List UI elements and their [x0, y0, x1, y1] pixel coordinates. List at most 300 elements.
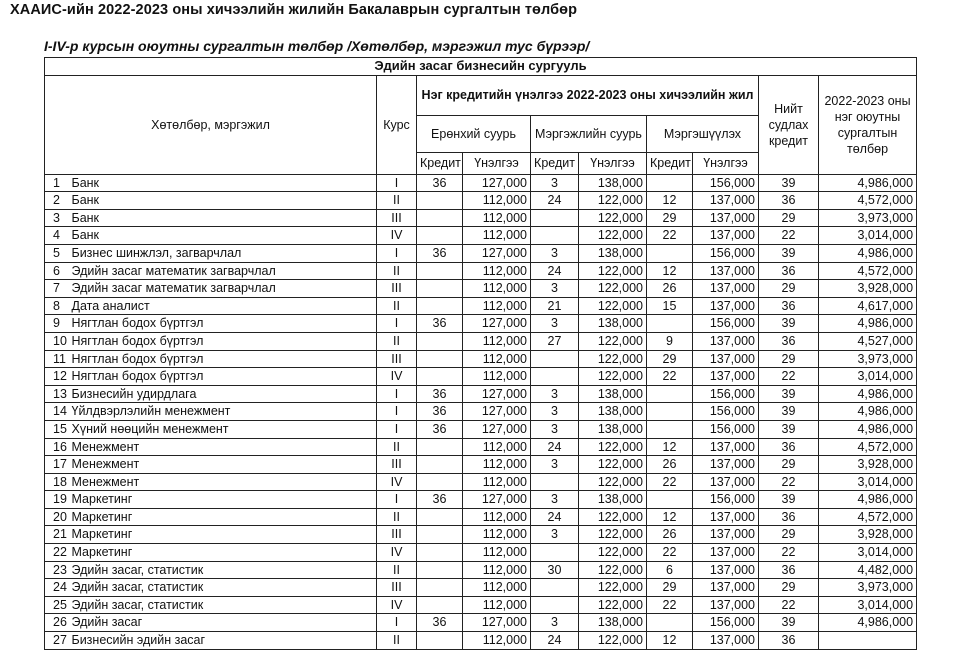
- header-general: Ерөнхий суурь: [417, 115, 531, 152]
- professional-credit: [531, 368, 579, 386]
- course-level: III: [377, 526, 417, 544]
- row-number: 20: [45, 508, 69, 526]
- specialization-credit: 26: [647, 526, 693, 544]
- total-credit: 29: [759, 350, 819, 368]
- total-credit: 39: [759, 420, 819, 438]
- course-level: I: [377, 420, 417, 438]
- general-price: 127,000: [463, 315, 531, 333]
- table-row: [45, 403, 917, 421]
- general-credit: [417, 473, 463, 491]
- table-row: [45, 526, 917, 544]
- total-credit: 22: [759, 227, 819, 245]
- specialization-credit: [647, 614, 693, 632]
- course-level: II: [377, 332, 417, 350]
- program-name: Банк: [69, 227, 377, 245]
- tuition-fee: 3,928,000: [819, 526, 917, 544]
- row-number: 9: [45, 315, 69, 333]
- tuition-fee: 4,986,000: [819, 244, 917, 262]
- header-program: Хөтөлбөр, мэргэжил: [45, 75, 377, 174]
- specialization-price: 137,000: [693, 508, 759, 526]
- tuition-fee: 3,014,000: [819, 473, 917, 491]
- specialization-credit: 12: [647, 262, 693, 280]
- table-row: [45, 456, 917, 474]
- professional-price: 138,000: [579, 491, 647, 509]
- row-number: 10: [45, 332, 69, 350]
- specialization-price: 137,000: [693, 368, 759, 386]
- row-number: 8: [45, 297, 69, 315]
- professional-credit: 27: [531, 332, 579, 350]
- specialization-price: 137,000: [693, 438, 759, 456]
- general-credit: [417, 280, 463, 298]
- specialization-price: 156,000: [693, 420, 759, 438]
- table-row: [45, 297, 917, 315]
- general-price: 112,000: [463, 192, 531, 210]
- professional-credit: [531, 544, 579, 562]
- course-level: I: [377, 174, 417, 192]
- general-price: 127,000: [463, 420, 531, 438]
- specialization-price: 137,000: [693, 209, 759, 227]
- total-credit: 39: [759, 403, 819, 421]
- tuition-fee: 4,527,000: [819, 332, 917, 350]
- table-row: [45, 368, 917, 386]
- general-credit: 36: [417, 174, 463, 192]
- general-credit: [417, 192, 463, 210]
- table-row: [45, 614, 917, 632]
- professional-price: 138,000: [579, 385, 647, 403]
- course-level: IV: [377, 473, 417, 491]
- row-number: 2: [45, 192, 69, 210]
- specialization-credit: 22: [647, 473, 693, 491]
- professional-credit: 21: [531, 297, 579, 315]
- specialization-price: 137,000: [693, 473, 759, 491]
- general-price: 112,000: [463, 332, 531, 350]
- specialization-credit: [647, 315, 693, 333]
- table-row: [45, 544, 917, 562]
- header-credit: Кредит: [417, 152, 463, 174]
- professional-credit: 24: [531, 632, 579, 650]
- row-number: 15: [45, 420, 69, 438]
- specialization-price: 156,000: [693, 385, 759, 403]
- course-level: III: [377, 350, 417, 368]
- professional-credit: [531, 209, 579, 227]
- program-name: Менежмент: [69, 473, 377, 491]
- general-credit: [417, 227, 463, 245]
- specialization-price: 156,000: [693, 491, 759, 509]
- course-level: III: [377, 280, 417, 298]
- total-credit: 39: [759, 174, 819, 192]
- row-number: 1: [45, 174, 69, 192]
- tuition-fee: 4,986,000: [819, 403, 917, 421]
- course-level: IV: [377, 544, 417, 562]
- course-level: I: [377, 385, 417, 403]
- general-credit: 36: [417, 315, 463, 333]
- professional-price: 122,000: [579, 350, 647, 368]
- professional-price: 122,000: [579, 438, 647, 456]
- program-name: Эдийн засаг математик загварчлал: [69, 262, 377, 280]
- professional-credit: 3: [531, 385, 579, 403]
- specialization-credit: 26: [647, 456, 693, 474]
- general-price: 112,000: [463, 544, 531, 562]
- tuition-fee: 4,572,000: [819, 192, 917, 210]
- professional-credit: 3: [531, 244, 579, 262]
- header-price: Үнэлгээ: [463, 152, 531, 174]
- row-number: 24: [45, 579, 69, 597]
- general-price: 127,000: [463, 244, 531, 262]
- total-credit: 39: [759, 614, 819, 632]
- professional-credit: 3: [531, 420, 579, 438]
- total-credit: 36: [759, 192, 819, 210]
- general-credit: [417, 350, 463, 368]
- row-number: 4: [45, 227, 69, 245]
- row-number: 6: [45, 262, 69, 280]
- row-number: 21: [45, 526, 69, 544]
- total-credit: 29: [759, 579, 819, 597]
- total-credit: 29: [759, 526, 819, 544]
- specialization-credit: 12: [647, 508, 693, 526]
- program-name: Бизнесийн удирдлага: [69, 385, 377, 403]
- row-number: 22: [45, 544, 69, 562]
- specialization-price: 156,000: [693, 244, 759, 262]
- program-name: Эдийн засаг, статистик: [69, 596, 377, 614]
- tuition-fee: 4,986,000: [819, 420, 917, 438]
- table-row: [45, 262, 917, 280]
- specialization-price: 137,000: [693, 544, 759, 562]
- tuition-fee: 3,928,000: [819, 280, 917, 298]
- total-credit: 39: [759, 244, 819, 262]
- row-number: 12: [45, 368, 69, 386]
- course-level: I: [377, 315, 417, 333]
- row-number: 25: [45, 596, 69, 614]
- professional-credit: 3: [531, 403, 579, 421]
- specialization-price: 137,000: [693, 297, 759, 315]
- specialization-price: 137,000: [693, 561, 759, 579]
- general-price: 127,000: [463, 174, 531, 192]
- tuition-fee: 4,986,000: [819, 491, 917, 509]
- general-price: 112,000: [463, 438, 531, 456]
- professional-price: 122,000: [579, 579, 647, 597]
- professional-credit: [531, 473, 579, 491]
- total-credit: 36: [759, 332, 819, 350]
- specialization-price: 137,000: [693, 350, 759, 368]
- program-name: Дата аналист: [69, 297, 377, 315]
- tuition-fee: 3,973,000: [819, 579, 917, 597]
- program-name: Менежмент: [69, 456, 377, 474]
- tuition-fee: 4,482,000: [819, 561, 917, 579]
- table-row: [45, 244, 917, 262]
- tuition-fee: 3,928,000: [819, 456, 917, 474]
- general-credit: 36: [417, 403, 463, 421]
- professional-credit: [531, 350, 579, 368]
- general-price: 112,000: [463, 368, 531, 386]
- header-credit: Кредит: [531, 152, 579, 174]
- row-number: 18: [45, 473, 69, 491]
- general-price: 112,000: [463, 632, 531, 650]
- general-price: 112,000: [463, 227, 531, 245]
- professional-credit: 3: [531, 526, 579, 544]
- header-price: Үнэлгээ: [693, 152, 759, 174]
- program-name: Хүний нөөцийн менежмент: [69, 420, 377, 438]
- table-row: [45, 332, 917, 350]
- specialization-credit: 22: [647, 596, 693, 614]
- program-name: Маркетинг: [69, 526, 377, 544]
- course-level: II: [377, 192, 417, 210]
- row-number: 13: [45, 385, 69, 403]
- general-price: 127,000: [463, 491, 531, 509]
- general-price: 112,000: [463, 456, 531, 474]
- specialization-credit: [647, 244, 693, 262]
- table-row: [45, 579, 917, 597]
- professional-price: 122,000: [579, 332, 647, 350]
- table-row: [45, 438, 917, 456]
- general-credit: [417, 368, 463, 386]
- tuition-fee: 4,986,000: [819, 174, 917, 192]
- program-name: Менежмент: [69, 438, 377, 456]
- header-professional: Мэргэжлийн суурь: [531, 115, 647, 152]
- specialization-credit: 29: [647, 579, 693, 597]
- specialization-price: 137,000: [693, 456, 759, 474]
- tuition-fee: 3,973,000: [819, 209, 917, 227]
- specialization-credit: 29: [647, 209, 693, 227]
- table-row: [45, 209, 917, 227]
- total-credit: 36: [759, 561, 819, 579]
- tuition-fee: [819, 632, 917, 650]
- professional-price: 122,000: [579, 456, 647, 474]
- header-price: Үнэлгээ: [579, 152, 647, 174]
- professional-price: 138,000: [579, 174, 647, 192]
- specialization-credit: 22: [647, 368, 693, 386]
- course-level: IV: [377, 227, 417, 245]
- general-credit: 36: [417, 244, 463, 262]
- table-row: [45, 561, 917, 579]
- total-credit: 29: [759, 209, 819, 227]
- course-level: II: [377, 438, 417, 456]
- school-name: Эдийн засаг бизнесийн сургууль: [45, 58, 917, 76]
- general-credit: [417, 209, 463, 227]
- tuition-fee-table: [44, 57, 917, 650]
- professional-credit: [531, 596, 579, 614]
- general-price: 112,000: [463, 473, 531, 491]
- professional-price: 138,000: [579, 244, 647, 262]
- professional-credit: 24: [531, 438, 579, 456]
- specialization-price: 156,000: [693, 403, 759, 421]
- document-subtitle: I-IV-р курсын оюутны сургалтын төлбөр /Хөтөлбөр, мэргэжил тус бүрээр/: [44, 38, 590, 54]
- general-credit: [417, 297, 463, 315]
- program-name: Эдийн засаг, статистик: [69, 579, 377, 597]
- row-number: 23: [45, 561, 69, 579]
- course-level: IV: [377, 596, 417, 614]
- specialization-credit: 12: [647, 632, 693, 650]
- general-credit: [417, 332, 463, 350]
- specialization-credit: [647, 385, 693, 403]
- general-price: 112,000: [463, 596, 531, 614]
- professional-credit: 3: [531, 315, 579, 333]
- table-row: [45, 596, 917, 614]
- table-row: [45, 420, 917, 438]
- total-credit: 39: [759, 491, 819, 509]
- table-row: [45, 315, 917, 333]
- document-title: ХААИС-ийн 2022-2023 оны хичээлийн жилийн Бакалаврын сургалтын төлбөр: [10, 2, 578, 18]
- program-name: Бизнесийн эдийн засаг: [69, 632, 377, 650]
- general-credit: [417, 632, 463, 650]
- table-row: [45, 350, 917, 368]
- general-credit: [417, 508, 463, 526]
- row-number: 27: [45, 632, 69, 650]
- course-level: I: [377, 491, 417, 509]
- program-name: Нягтлан бодох бүртгэл: [69, 368, 377, 386]
- general-price: 112,000: [463, 262, 531, 280]
- specialization-credit: [647, 420, 693, 438]
- professional-price: 122,000: [579, 192, 647, 210]
- table-row: [45, 491, 917, 509]
- professional-price: 122,000: [579, 209, 647, 227]
- total-credit: 36: [759, 508, 819, 526]
- tuition-fee: 4,986,000: [819, 315, 917, 333]
- tuition-fee: 4,986,000: [819, 614, 917, 632]
- table-row: [45, 192, 917, 210]
- total-credit: 29: [759, 456, 819, 474]
- program-name: Нягтлан бодох бүртгэл: [69, 350, 377, 368]
- program-name: Бизнес шинжлэл, загварчлал: [69, 244, 377, 262]
- professional-price: 122,000: [579, 297, 647, 315]
- program-name: Банк: [69, 174, 377, 192]
- specialization-price: 156,000: [693, 174, 759, 192]
- professional-price: 138,000: [579, 614, 647, 632]
- program-name: Үйлдвэрлэлийн менежмент: [69, 403, 377, 421]
- specialization-price: 137,000: [693, 280, 759, 298]
- professional-credit: 3: [531, 491, 579, 509]
- tuition-fee: 4,572,000: [819, 262, 917, 280]
- row-number: 3: [45, 209, 69, 227]
- row-number: 26: [45, 614, 69, 632]
- specialization-credit: [647, 491, 693, 509]
- general-credit: [417, 579, 463, 597]
- professional-price: 122,000: [579, 508, 647, 526]
- professional-price: 122,000: [579, 280, 647, 298]
- table-row: [45, 632, 917, 650]
- specialization-price: 137,000: [693, 227, 759, 245]
- header-total-credit: Нийт судлах кредит: [759, 75, 819, 174]
- professional-price: 122,000: [579, 544, 647, 562]
- total-credit: 39: [759, 385, 819, 403]
- professional-price: 122,000: [579, 561, 647, 579]
- specialization-price: 156,000: [693, 315, 759, 333]
- course-level: III: [377, 456, 417, 474]
- row-number: 7: [45, 280, 69, 298]
- table-row: [45, 473, 917, 491]
- total-credit: 36: [759, 297, 819, 315]
- specialization-credit: [647, 174, 693, 192]
- general-credit: [417, 262, 463, 280]
- program-name: Банк: [69, 209, 377, 227]
- tuition-fee: 3,014,000: [819, 368, 917, 386]
- program-name: Эдийн засаг математик загварчлал: [69, 280, 377, 298]
- specialization-credit: 9: [647, 332, 693, 350]
- general-price: 112,000: [463, 280, 531, 298]
- course-level: II: [377, 297, 417, 315]
- tuition-fee: 4,617,000: [819, 297, 917, 315]
- header-course: Курс: [377, 75, 417, 174]
- general-price: 112,000: [463, 526, 531, 544]
- general-credit: 36: [417, 385, 463, 403]
- header-fee: 2022-2023 оны нэг оюутны сургалтын төлбөр: [819, 75, 917, 174]
- specialization-price: 137,000: [693, 526, 759, 544]
- general-price: 127,000: [463, 403, 531, 421]
- general-credit: [417, 456, 463, 474]
- professional-price: 122,000: [579, 632, 647, 650]
- specialization-price: 137,000: [693, 579, 759, 597]
- professional-price: 138,000: [579, 315, 647, 333]
- general-price: 112,000: [463, 209, 531, 227]
- professional-price: 122,000: [579, 596, 647, 614]
- general-credit: 36: [417, 420, 463, 438]
- course-level: II: [377, 508, 417, 526]
- program-name: Эдийн засаг: [69, 614, 377, 632]
- tuition-fee: 3,014,000: [819, 227, 917, 245]
- header-specialization: Мэргэшүүлэх: [647, 115, 759, 152]
- tuition-fee: 4,572,000: [819, 508, 917, 526]
- professional-price: 122,000: [579, 262, 647, 280]
- table-row: [45, 385, 917, 403]
- tuition-fee: 3,014,000: [819, 544, 917, 562]
- professional-credit: [531, 579, 579, 597]
- professional-credit: 3: [531, 280, 579, 298]
- total-credit: 22: [759, 473, 819, 491]
- row-number: 5: [45, 244, 69, 262]
- course-level: II: [377, 632, 417, 650]
- professional-credit: 3: [531, 614, 579, 632]
- professional-credit: 24: [531, 508, 579, 526]
- general-credit: [417, 544, 463, 562]
- professional-price: 138,000: [579, 420, 647, 438]
- specialization-credit: 6: [647, 561, 693, 579]
- table-row: [45, 227, 917, 245]
- row-number: 19: [45, 491, 69, 509]
- course-level: II: [377, 262, 417, 280]
- specialization-credit: 22: [647, 227, 693, 245]
- total-credit: 22: [759, 596, 819, 614]
- specialization-price: 137,000: [693, 262, 759, 280]
- table-row: [45, 174, 917, 192]
- course-level: I: [377, 244, 417, 262]
- specialization-price: 137,000: [693, 632, 759, 650]
- general-credit: [417, 561, 463, 579]
- course-level: III: [377, 579, 417, 597]
- program-name: Нягтлан бодох бүртгэл: [69, 315, 377, 333]
- specialization-credit: 12: [647, 192, 693, 210]
- general-price: 127,000: [463, 385, 531, 403]
- general-credit: [417, 526, 463, 544]
- general-credit: [417, 438, 463, 456]
- specialization-price: 137,000: [693, 192, 759, 210]
- specialization-credit: 26: [647, 280, 693, 298]
- professional-price: 122,000: [579, 368, 647, 386]
- program-name: Банк: [69, 192, 377, 210]
- specialization-credit: 12: [647, 438, 693, 456]
- general-price: 127,000: [463, 614, 531, 632]
- total-credit: 36: [759, 262, 819, 280]
- tuition-fee: 4,572,000: [819, 438, 917, 456]
- general-credit: 36: [417, 614, 463, 632]
- general-price: 112,000: [463, 350, 531, 368]
- general-price: 112,000: [463, 579, 531, 597]
- total-credit: 39: [759, 315, 819, 333]
- tuition-fee: 3,014,000: [819, 596, 917, 614]
- course-level: III: [377, 209, 417, 227]
- total-credit: 29: [759, 280, 819, 298]
- program-name: Эдийн засаг, статистик: [69, 561, 377, 579]
- total-credit: 22: [759, 544, 819, 562]
- specialization-price: 137,000: [693, 596, 759, 614]
